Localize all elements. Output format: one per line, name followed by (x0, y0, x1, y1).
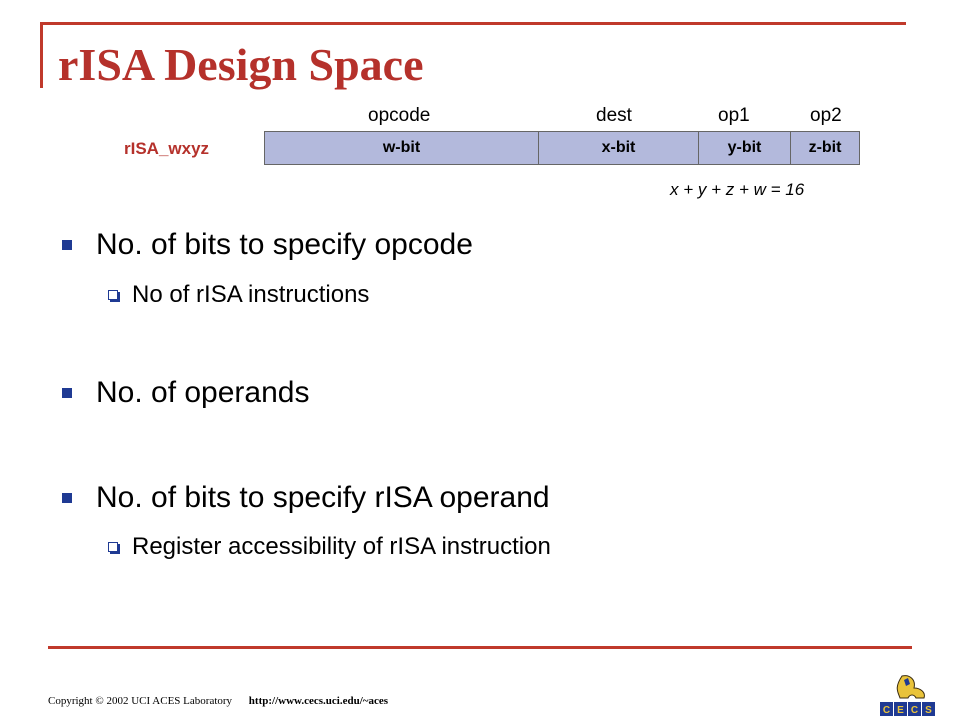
field-y-bit: y-bit (699, 132, 791, 164)
slide-title: rISA Design Space (58, 39, 424, 90)
bullet-item (62, 376, 309, 410)
logo-letter: S (925, 705, 932, 716)
field-label-opcode: opcode (368, 105, 431, 126)
sub-bullet-text: Register accessibility of rISA instruction (132, 533, 551, 560)
square-bullet-icon (62, 388, 72, 398)
hollow-square-bullet-icon (108, 542, 118, 552)
sub-bullet-item (108, 281, 369, 309)
top-rule (40, 22, 906, 25)
copyright-text: Copyright © 2002 UCI ACES Laboratory (48, 695, 233, 707)
square-bullet-icon (62, 493, 72, 503)
bullet-item (62, 481, 550, 515)
hollow-square-bullet-icon (108, 290, 118, 300)
field-w-bit: w-bit (265, 132, 539, 164)
footer-url: http://www.cecs.uci.edu/~aces (248, 695, 389, 707)
bullet-text: No. of bits to specify rISA operand (96, 481, 550, 514)
footer (48, 695, 388, 707)
field-label-dest: dest (596, 105, 632, 126)
left-rule (40, 22, 43, 88)
sub-bullet-item (108, 533, 551, 561)
bullet-text: No. of bits to specify opcode (96, 228, 473, 261)
cecs-logo (880, 674, 936, 718)
logo-letter: C (882, 705, 891, 716)
instruction-format-bar (264, 131, 860, 165)
field-label-op2: op2 (810, 105, 842, 126)
bullet-item (62, 228, 473, 262)
field-label-op1: op1 (718, 105, 750, 126)
format-name: rISA_wxyz (124, 139, 210, 158)
square-bullet-icon (62, 240, 72, 250)
logo-letter: E (897, 705, 904, 716)
anteater-mascot-icon (897, 676, 924, 698)
bit-width-equation: x + y + z + w = 16 (670, 180, 805, 199)
field-x-bit: x-bit (539, 132, 699, 164)
sub-bullet-text: No of rISA instructions (132, 281, 370, 308)
bottom-rule (48, 646, 912, 649)
logo-letter: C (910, 705, 919, 716)
bullet-text: No. of operands (96, 376, 310, 409)
field-z-bit: z-bit (791, 132, 859, 164)
